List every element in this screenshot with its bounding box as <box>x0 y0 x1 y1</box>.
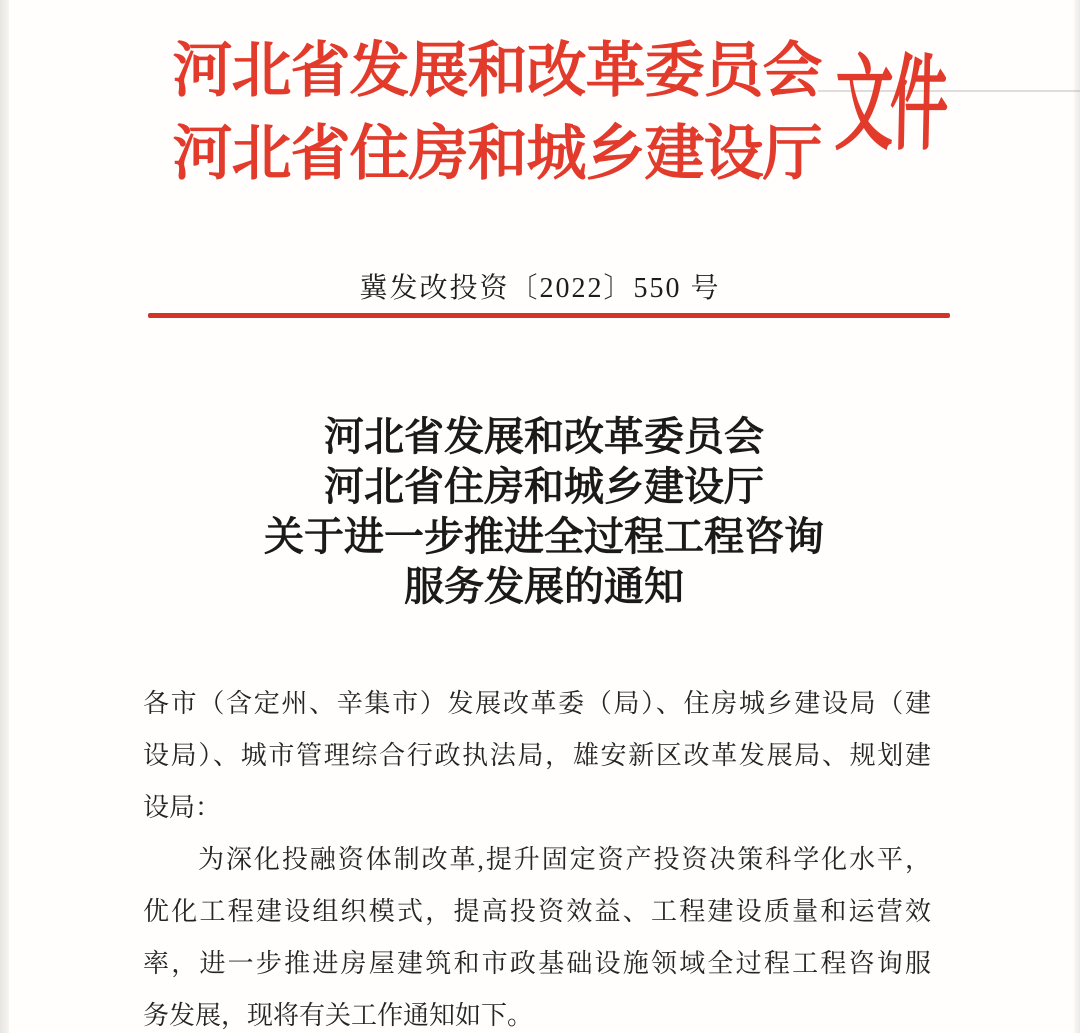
scan-edge-left <box>0 0 9 1033</box>
body-paragraph-line: 务发展，现将有关工作通知如下。 <box>143 1001 534 1030</box>
title-line-3: 关于进一步推进全过程工程咨询 <box>264 514 824 559</box>
agency-name-zhujianting: 河北省住房和城乡建设厅 <box>172 121 822 187</box>
document-label-wenjian: 文件 <box>833 48 946 163</box>
title-line-4: 服务发展的通知 <box>404 564 684 609</box>
addressee-line: 设局： <box>143 793 222 822</box>
document-reference-number: 冀发改投资〔2022〕550 号 <box>359 273 721 304</box>
body-paragraph-line: 为深化投融资体制改革,提升固定资产投资决策科学化水平， <box>198 845 931 874</box>
red-divider-rule <box>148 313 950 318</box>
addressee-line: 设局）、城市管理综合行政执法局，雄安新区改革发展局、规划建 <box>143 741 931 770</box>
issuing-agencies <box>138 30 856 196</box>
document-title <box>138 412 950 612</box>
document-body <box>143 678 931 1033</box>
agency-name-fagaiwei: 河北省发展和改革委员会 <box>172 38 822 104</box>
addressee-line: 各市（含定州、辛集市）发展改革委（局）、住房城乡建设局（建 <box>143 689 931 718</box>
body-paragraph-line: 率，进一步推进房屋建筑和市政基础设施领域全过程工程咨询服 <box>143 949 931 978</box>
body-paragraph-line: 优化工程建设组织模式，提高投资效益、工程建设质量和运营效 <box>143 897 931 926</box>
scan-edge-right <box>1074 0 1080 1033</box>
title-line-1: 河北省发展和改革委员会 <box>324 414 764 459</box>
title-line-2: 河北省住房和城乡建设厅 <box>324 464 764 509</box>
